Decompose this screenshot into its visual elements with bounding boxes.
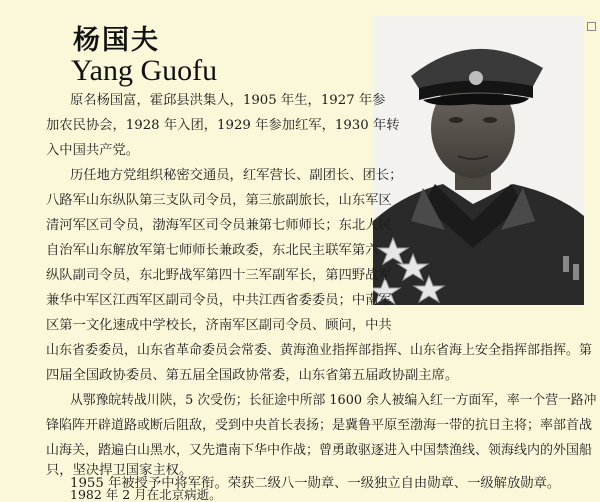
- bio-line: 山海关，踏遍白山黑水，又先遣南下华中作战；曾勇敢驱逐进入中国禁渔线、领海线内的外国船: [46, 443, 593, 458]
- bio-line: 从鄂豫皖转战川陕，5 次受伤；长征途中所部 1600 余人被编入红一方面军，率一个营一路冲: [70, 393, 597, 408]
- bio-line: 1955 年被授予中将军衔。荣获二级八一勋章、一级独立自由勋章、一级解放勋章。: [70, 476, 561, 491]
- bio-line: 原名杨国富，霍邱县洪集人，1905 年生，1927 年参: [70, 93, 386, 108]
- bio-line: 入中国共产党。: [46, 143, 140, 158]
- portrait-photo: [373, 16, 584, 305]
- bio-line: 只，坚决捍卫国家主权。: [46, 463, 193, 478]
- bio-line: 历任地方党组织秘密交通员，红军营长、副团长、团长；: [70, 168, 403, 183]
- bio-line: 区第一文化速成中学校长，济南军区副司令员、顾问，中共: [46, 318, 392, 333]
- name-chinese: 杨国夫: [73, 25, 160, 56]
- bio-line: 兼华中军区江西军区副司令员，中共江西省委委员；中南军: [46, 293, 392, 308]
- bio-line: 四届全国政协委员、第五届全国政协常委，山东省第五届政协副主席。: [46, 368, 459, 383]
- portrait-illustration: [373, 16, 584, 305]
- bio-line: 锋陷阵开辟道路或断后阻敌，受到中央首长表扬；是冀鲁平原至渤海一带的抗日主将；率部首战: [46, 418, 593, 433]
- bio-line: 纵队副司令员，东北野战军第四十三军副军长，第四野战军: [46, 268, 392, 283]
- corner-mark: [587, 22, 596, 31]
- bio-line: 八路军山东纵队第三支队司令员，第三旅副旅长，山东军区: [46, 193, 392, 208]
- bio-line: 自治军山东解放军第七师师长兼政委，东北民主联军第六: [46, 243, 379, 258]
- bio-line: 加农民协会，1928 年入团，1929 年参加红军，1930 年转: [46, 118, 400, 133]
- bio-line: 山东省委委员，山东省革命委员会常委、黄海渔业指挥部指挥、山东省海上安全指挥部指挥。第: [46, 343, 593, 358]
- bio-line: 1982 年 2 月在北京病逝。: [70, 487, 222, 502]
- name-english: Yang Guofu: [71, 54, 218, 87]
- bio-line: 清河军区司令员，渤海军区司令员兼第七师师长；东北人民: [46, 218, 392, 233]
